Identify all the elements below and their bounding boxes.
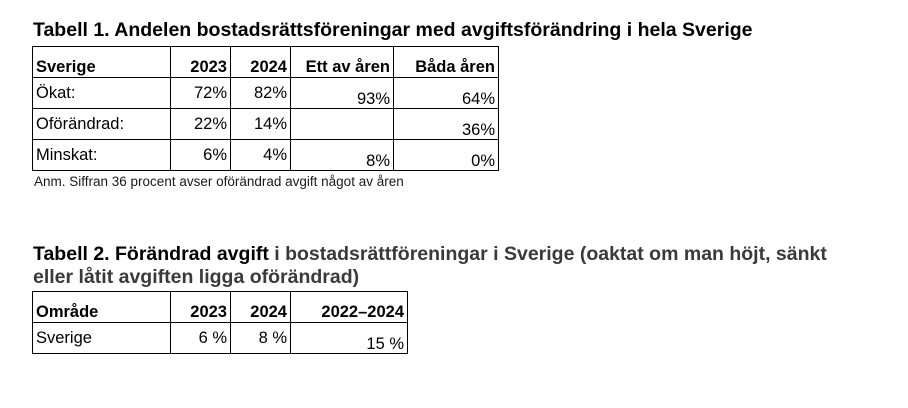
table1-cell: 64% (394, 78, 499, 109)
table2-title-line2: eller låtit avgiften ligga oförändrad) (33, 266, 360, 288)
table-row (33, 109, 499, 140)
table1-cell: 4% (231, 140, 291, 171)
table1-header-cell: Båda åren (394, 47, 499, 78)
table1-cell: 82% (231, 78, 291, 109)
table1-cell: Minskat: (33, 140, 171, 171)
table2-cell: 8 % (231, 323, 291, 354)
table1-note: Anm. Siffran 36 procent avser oförändrad avgift något av åren (34, 174, 404, 189)
table1-header-cell: Sverige (33, 47, 171, 78)
table1-cell: 8% (291, 140, 394, 171)
table2-header-cell: Område (33, 292, 171, 323)
table-row (33, 323, 408, 354)
table1-cell: 22% (171, 109, 231, 140)
table-row (33, 140, 499, 171)
table2-header-cell: 2024 (231, 292, 291, 323)
table1 (32, 46, 499, 171)
table2-cell: 15 % (291, 323, 408, 354)
table2-cell: 6 % (171, 323, 231, 354)
table2-header-cell: 2022–2024 (291, 292, 408, 323)
table1-cell: 14% (231, 109, 291, 140)
table1-cell (291, 109, 394, 140)
table2-title-part1: Tabell 2. Förändrad avgift (33, 243, 275, 265)
table2-header-cell: 2023 (171, 292, 231, 323)
table1-cell: 6% (171, 140, 231, 171)
table1-cell: 36% (394, 109, 499, 140)
table1-title: Tabell 1. Andelen bostadsrättsföreningar med avgiftsförändring i hela Sverige (33, 19, 753, 41)
table1-cell: Oförändrad: (33, 109, 171, 140)
table1-header-row (33, 47, 499, 78)
table1-cell: 0% (394, 140, 499, 171)
table1-cell: 93% (291, 78, 394, 109)
table2 (32, 291, 408, 354)
table-row (33, 78, 499, 109)
table1-cell: 72% (171, 78, 231, 109)
table1-cell: Ökat: (33, 78, 171, 109)
table2-title (33, 243, 827, 289)
table1-header-cell: 2024 (231, 47, 291, 78)
table2-title-part2: i bostadsrättföreningar i Sverige (oaktat om man höjt, sänkt (274, 243, 827, 265)
table1-header-cell: Ett av åren (291, 47, 394, 78)
table1-header-cell: 2023 (171, 47, 231, 78)
table2-cell: Sverige (33, 323, 171, 354)
table2-header-row (33, 292, 408, 323)
